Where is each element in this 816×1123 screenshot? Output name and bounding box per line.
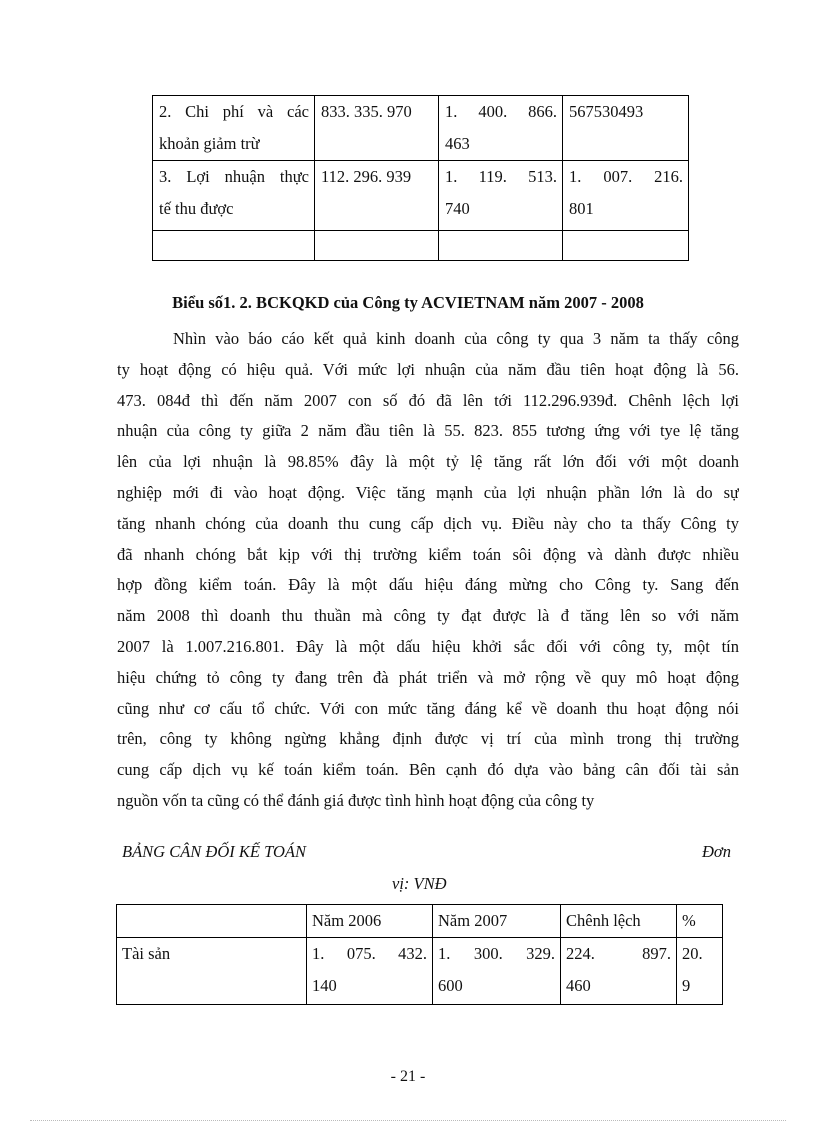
table-cell [563, 231, 689, 261]
unit-label: Đơn [702, 842, 731, 861]
body-paragraph [117, 324, 739, 817]
paragraph-line: Nhìn vào báo cáo kết quả kinh doanh của công ty qua 3 năm ta thấy công [173, 329, 739, 348]
table-row [153, 161, 689, 231]
paragraph-line: tăng nhanh chóng của doanh thu cung cấp dịch vụ. Điều này cho ta thấy Công ty [117, 513, 739, 533]
table-cell: 3. Lợi nhuận thực tế thu được [153, 161, 315, 231]
table-header-cell: % [677, 905, 723, 938]
table-cell: 1. 119. 513. 740 [439, 161, 563, 231]
balance-sheet-title: BẢNG CÂN ĐỐI KẾ TOÁN [122, 842, 306, 861]
paragraph-line: cũng như cơ cấu tổ chức. Với con mức tăng đáng kể về doanh thu hoạt động nói [117, 698, 739, 718]
table-cell: 2. Chi phí và các khoản giảm trừ [153, 96, 315, 161]
paragraph-line: nhuận của công ty giữa 2 năm đầu tiên là 55. 823. 855 tương ứng với tye lệ tăng [117, 421, 739, 441]
table-header-cell [117, 905, 307, 938]
table-row [153, 231, 689, 261]
paragraph-line: hợp đồng kiểm toán. Đây là một dấu hiệu đáng mừng cho Công ty. Sang đến [117, 575, 739, 595]
paragraph-line: hiệu chứng tỏ công ty đang trên đà phát triển và mở rộng về quy mô hoạt động [117, 667, 739, 687]
table-row [117, 938, 723, 1005]
table-cell [439, 231, 563, 261]
page-number: - 21 - [390, 1068, 426, 1085]
table-cell: 833. 335. 970 [315, 96, 439, 161]
table-header-row [117, 905, 723, 938]
table-cell: 20. 9 [677, 938, 723, 1005]
paragraph-line: trên, công ty không ngừng khẳng định được vị trí của mình trong thị trường [117, 729, 739, 749]
table-cell: Tài sản [117, 938, 307, 1005]
table-cell [315, 231, 439, 261]
table-cell: 1. 300. 329. 600 [433, 938, 561, 1005]
footer-divider [30, 1120, 786, 1121]
balance-sheet-table [116, 904, 723, 1005]
table-cell: 1. 007. 216. 801 [563, 161, 689, 231]
paragraph-line: ty hoạt động có hiệu quả. Với mức lợi nhuận của năm đầu tiên hoạt động là 56. [117, 359, 739, 379]
paragraph-line: 2007 là 1.007.216.801. Đây là một dấu hiệu khởi sắc đối với công ty, một tín [117, 636, 739, 656]
unit-label-continued: vị: VNĐ [392, 874, 447, 893]
table-cell: 224. 897. 460 [561, 938, 677, 1005]
table-cell: 1. 400. 866. 463 [439, 96, 563, 161]
table-row [153, 96, 689, 161]
paragraph-line: lên của lợi nhuận là 98.85% đây là một tỷ lệ tăng rất lớn đối với một doanh [117, 452, 739, 472]
table-cell: 1. 075. 432. 140 [307, 938, 433, 1005]
paragraph-line: cung cấp dịch vụ kế toán kiểm toán. Bên cạnh đó dựa vào bảng cân đối tài sản [117, 760, 739, 780]
table-caption: Biểu số1. 2. BCKQKD của Công ty ACVIETNAM năm 2007 - 2008 [172, 293, 644, 312]
paragraph-line: năm 2008 thì doanh thu thuần mà công ty đạt được là đ tăng lên so với năm [117, 606, 739, 626]
table-cell: 112. 296. 939 [315, 161, 439, 231]
paragraph-line: nghiệp mới đi vào hoạt động. Việc tăng mạnh của lợi nhuận phần lớn là do sự [117, 482, 739, 502]
paragraph-line: 473. 084đ thì đến năm 2007 con số đó đã lên tới 112.296.939đ. Chênh lệch lợi [117, 390, 739, 410]
paragraph-line: nguồn vốn ta cũng có thể đánh giá được tình hình hoạt động của công ty [117, 790, 595, 810]
table-header-cell: Năm 2006 [307, 905, 433, 938]
table-cell: 567530493 [563, 96, 689, 161]
table-header-cell: Chênh lệch [561, 905, 677, 938]
result-table [152, 95, 689, 261]
table-header-cell: Năm 2007 [433, 905, 561, 938]
table-cell [153, 231, 315, 261]
paragraph-line: đã nhanh chóng bắt kịp với thị trường kiểm toán sôi động và dành được nhiều [117, 544, 739, 564]
